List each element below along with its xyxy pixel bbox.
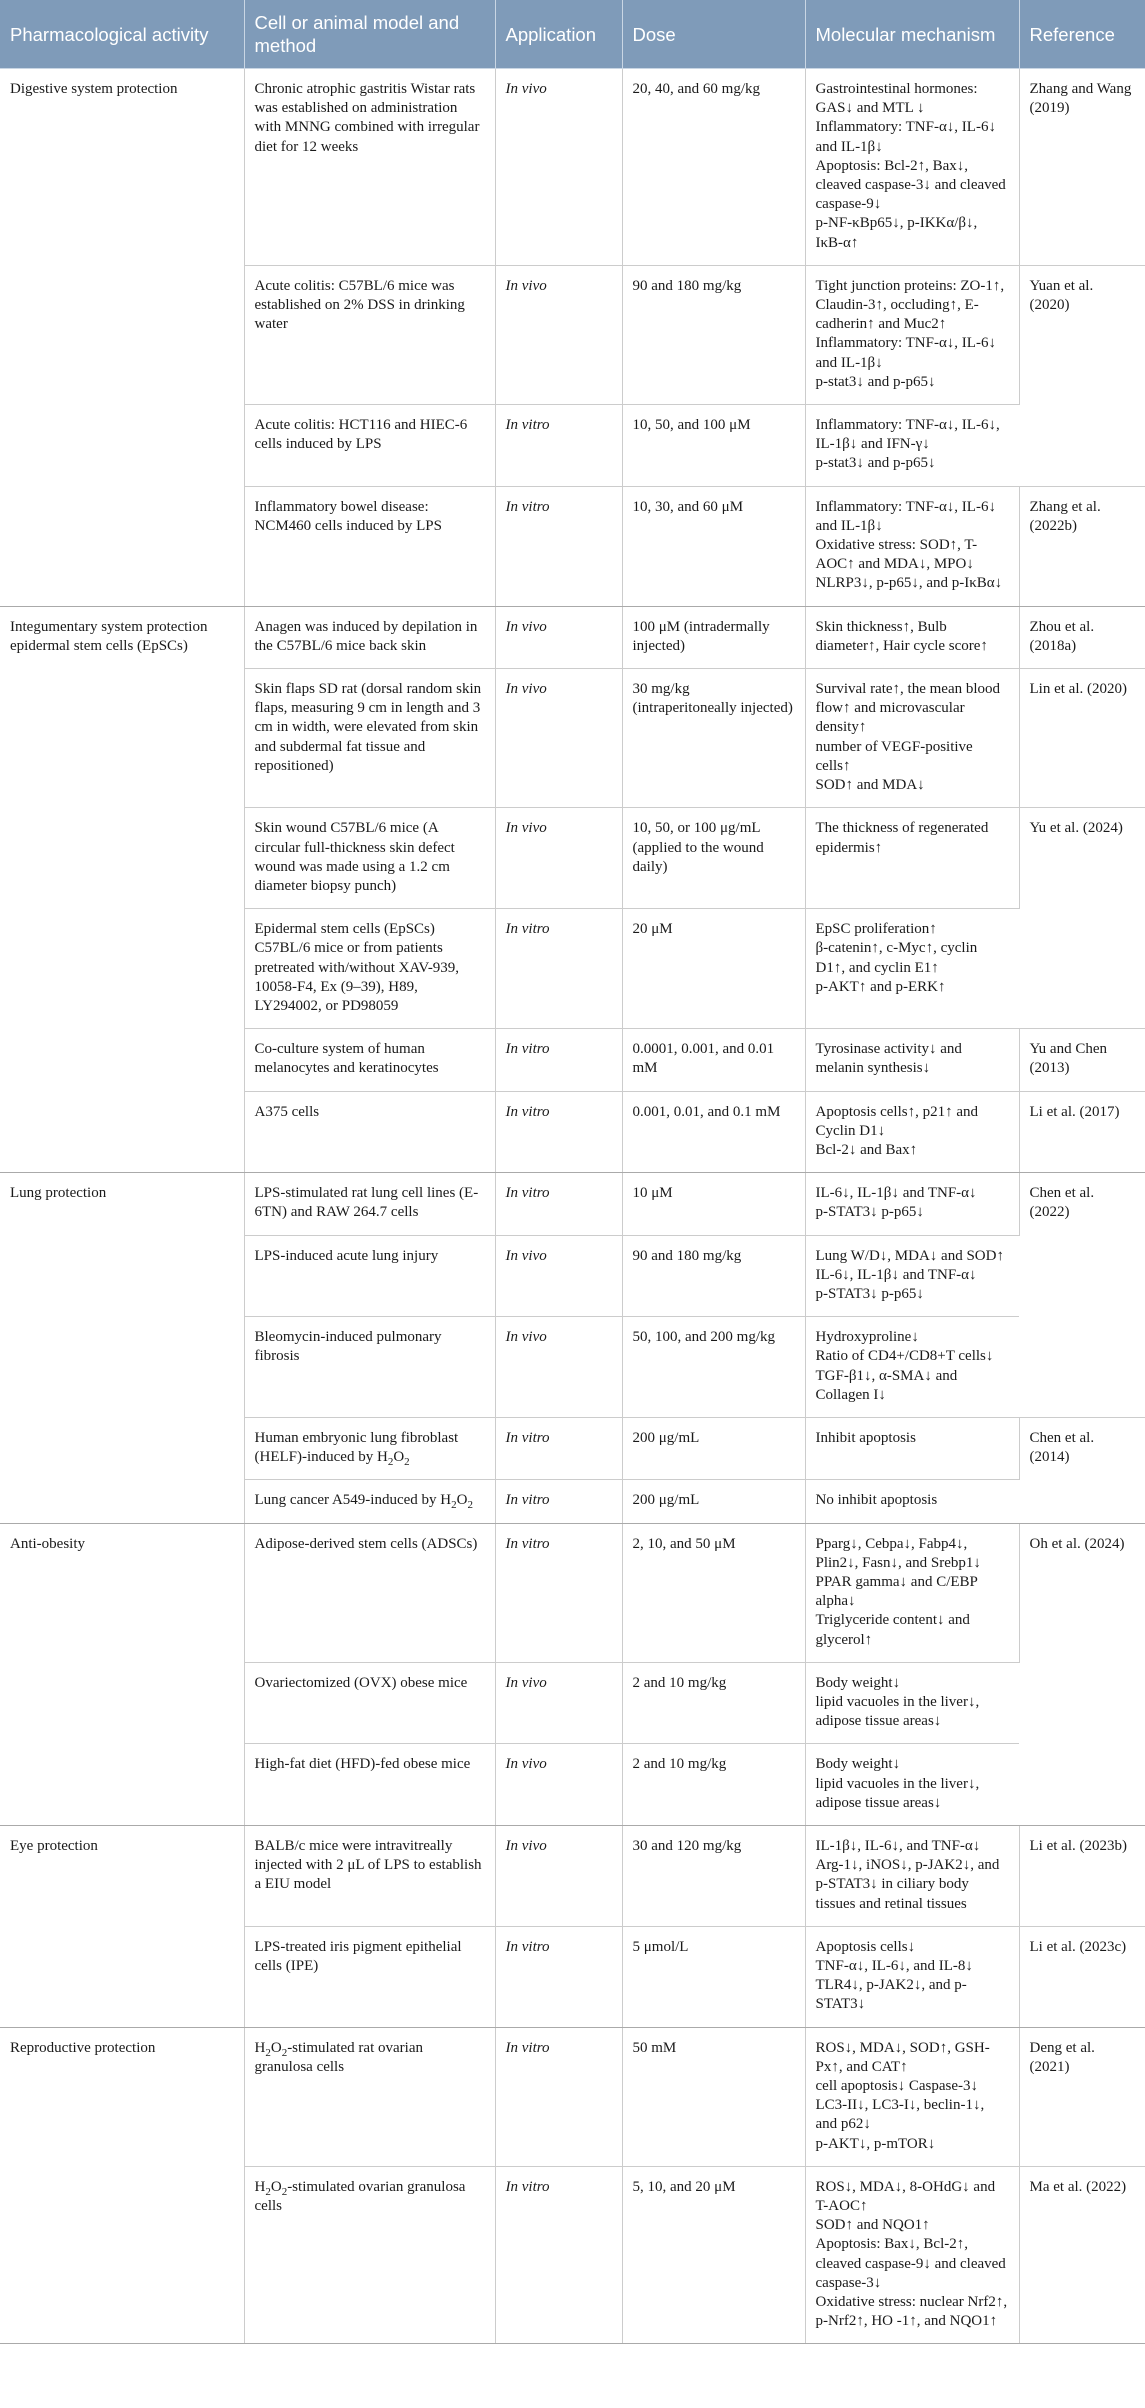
model-cell: Acute colitis: HCT116 and HIEC-6 cells induced by LPS <box>244 405 495 487</box>
activity-cell: Lung protection <box>0 1173 244 1523</box>
mechanism-line: lipid vacuoles in the liver↓, adipose tissue areas↓ <box>815 1775 980 1811</box>
dose-cell: 5, 10, and 20 μM <box>622 2166 805 2344</box>
model-cell: Anagen was induced by depilation in the C57BL/6 mice back skin <box>244 606 495 668</box>
mechanism-line: Body weight↓ <box>815 1756 901 1773</box>
mechanism-cell <box>805 1523 1019 1662</box>
reference-cell: Zhang and Wang (2019) <box>1019 69 1145 266</box>
application-cell: In vivo <box>495 1662 622 1744</box>
mechanism-cell <box>805 1926 1019 2027</box>
application-cell: In vitro <box>495 1926 622 2027</box>
reference-cell: Oh et al. (2024) <box>1019 1523 1145 1825</box>
reference-cell: Deng et al. (2021) <box>1019 2027 1145 2166</box>
model-cell: Epidermal stem cells (EpSCs) C57BL/6 mice or from patients pretreated with/without XAV-939, 10058-F4, Ex (9–39), H89, LY294002, or PD98059 <box>244 909 495 1029</box>
mechanism-cell <box>805 265 1019 404</box>
mechanism-line: Inflammatory: TNF-α↓, IL-6↓ and IL-1β↓ <box>815 498 996 534</box>
mechanism-line: SOD↑ and NQO1↑ <box>815 2217 930 2234</box>
model-cell: Adipose-derived stem cells (ADSCs) <box>244 1523 495 1662</box>
dose-cell: 10 μM <box>622 1173 805 1235</box>
model-cell: Inflammatory bowel disease: NCM460 cells induced by LPS <box>244 486 495 606</box>
reference-cell: Chen et al. (2022) <box>1019 1173 1145 1418</box>
activity-cell: Integumentary system protection epidermal stem cells (EpSCs) <box>0 606 244 1172</box>
mechanism-line: p-stat3↓ and p-p65↓ <box>815 373 936 390</box>
reference-cell: Li et al. (2017) <box>1019 1091 1145 1173</box>
mechanism-line: Inflammatory: TNF-α↓, IL-6↓ and IL-1β↓ <box>815 335 996 371</box>
mechanism-cell <box>805 1744 1019 1826</box>
application-cell: In vitro <box>495 2027 622 2166</box>
table-row <box>0 1826 1145 1927</box>
model-cell: Lung cancer A549-induced by $H_2O_2$ <box>244 1480 495 1523</box>
table-row <box>0 2027 1145 2166</box>
application-cell: In vivo <box>495 808 622 909</box>
application-cell: In vitro <box>495 2166 622 2344</box>
mechanism-line: Apoptosis: Bcl-2↑, Bax↓, cleaved caspase-3↓ and cleaved caspase-9↓ <box>815 157 1006 213</box>
mechanism-line: EpSC proliferation↑ <box>815 921 937 938</box>
dose-cell: 2 and 10 mg/kg <box>622 1662 805 1744</box>
mechanism-cell <box>805 1029 1019 1091</box>
dose-cell: 90 and 180 mg/kg <box>622 1235 805 1317</box>
model-cell: Bleomycin-induced pulmonary fibrosis <box>244 1317 495 1418</box>
reference-cell: Yu et al. (2024) <box>1019 808 1145 1029</box>
model-cell: Co-culture system of human melanocytes and keratinocytes <box>244 1029 495 1091</box>
mechanism-line: Lung W/D↓, MDA↓ and SOD↑ <box>815 1247 1004 1264</box>
mechanism-cell <box>805 486 1019 606</box>
model-cell: LPS-induced acute lung injury <box>244 1235 495 1317</box>
header-dose: Dose <box>622 0 805 69</box>
application-cell: In vivo <box>495 669 622 808</box>
mechanism-cell <box>805 1480 1019 1523</box>
mechanism-line: Pparg↓, Cebpa↓, Fabp4↓, Plin2↓, Fasn↓, and Srebp1↓ <box>815 1535 981 1571</box>
mechanism-line: p-STAT3↓ p-p65↓ <box>815 1204 924 1221</box>
mechanism-cell <box>805 1662 1019 1744</box>
mechanism-cell <box>805 1173 1019 1235</box>
mechanism-line: Inhibit apoptosis <box>815 1429 916 1446</box>
mechanism-line: Tight junction proteins: ZO-1↑, Claudin-3↑, occluding↑, E-cadherin↑ and Muc2↑ <box>815 277 1005 333</box>
application-cell: In vitro <box>495 909 622 1029</box>
mechanism-line: Oxidative stress: SOD↑, T-AOC↑ and MDA↓, MPO↓ <box>815 537 978 573</box>
application-cell: In vivo <box>495 606 622 668</box>
activity-cell: Reproductive protection <box>0 2027 244 2344</box>
dose-cell: 2, 10, and 50 μM <box>622 1523 805 1662</box>
mechanism-line: p-stat3↓ and p-p65↓ <box>815 455 936 472</box>
mechanism-line: Inflammatory: TNF-α↓, IL-6↓, IL-1β↓ and IFN-γ↓ <box>815 417 1000 453</box>
reference-cell: Zhou et al. (2018a) <box>1019 606 1145 668</box>
reference-cell: Ma et al. (2022) <box>1019 2166 1145 2344</box>
application-cell: In vitro <box>495 1091 622 1173</box>
mechanism-line: Apoptosis cells↑, p21↑ and Cyclin D1↓ <box>815 1103 978 1139</box>
mechanism-cell <box>805 808 1019 909</box>
mechanism-line: Survival rate↑, the mean blood flow↑ and microvascular density↑ <box>815 681 1001 736</box>
header-activity: Pharmacological activity <box>0 0 244 69</box>
model-cell: Skin wound C57BL/6 mice (A circular full-thickness skin defect wound was made using a 1.2 cm diameter biopsy punch) <box>244 808 495 909</box>
mechanism-cell <box>805 1826 1019 1927</box>
mechanism-line: β-catenin↑, c-Myc↑, cyclin D1↑, and cyclin E1↑ <box>815 940 978 976</box>
model-cell: LPS-treated iris pigment epithelial cells (IPE) <box>244 1926 495 2027</box>
reference-cell: Lin et al. (2020) <box>1019 669 1145 808</box>
dose-cell: 2 and 10 mg/kg <box>622 1744 805 1826</box>
mechanism-cell <box>805 1317 1019 1418</box>
mechanism-line: Arg-1↓, iNOS↓, p-JAK2↓, and p-STAT3↓ in ciliary body tissues and retinal tissues <box>815 1857 1000 1912</box>
activity-cell: Eye protection <box>0 1826 244 2028</box>
application-cell: In vitro <box>495 405 622 487</box>
header-model: Cell or animal model and method <box>244 0 495 69</box>
mechanism-line: Bcl-2↓ and Bax↑ <box>815 1141 918 1158</box>
model-cell: High-fat diet (HFD)-fed obese mice <box>244 1744 495 1826</box>
mechanism-line: TGF-β1↓, α-SMA↓ and Collagen I↓ <box>815 1367 958 1403</box>
model-cell: Ovariectomized (OVX) obese mice <box>244 1662 495 1744</box>
mechanism-line: p-AKT↓, p-mTOR↓ <box>815 2135 936 2152</box>
dose-cell: 30 and 120 mg/kg <box>622 1826 805 1927</box>
application-cell: In vivo <box>495 1317 622 1418</box>
mechanism-line: No inhibit apoptosis <box>815 1492 938 1509</box>
dose-cell: 200 μg/mL <box>622 1417 805 1479</box>
mechanism-line: Apoptosis: Bax↓, Bcl-2↑, cleaved caspase-9↓ and cleaved caspase-3↓ <box>815 2236 1006 2291</box>
activity-cell: Digestive system protection <box>0 69 244 607</box>
mechanism-line: Triglyceride content↓ and glycerol↑ <box>815 1612 970 1648</box>
application-cell: In vivo <box>495 1235 622 1317</box>
mechanism-line: The thickness of regenerated epidermis↑ <box>815 820 989 856</box>
model-cell: $H_2O_2$-stimulated ovarian granulosa cells <box>244 2166 495 2344</box>
mechanism-line: p-STAT3↓ p-p65↓ <box>815 1285 924 1302</box>
table-row <box>0 1523 1145 1662</box>
mechanism-line: IL-6↓, IL-1β↓ and TNF-α↓ <box>815 1185 977 1202</box>
mechanism-line: SOD↑ and MDA↓ <box>815 777 925 794</box>
model-cell: A375 cells <box>244 1091 495 1173</box>
model-cell: Chronic atrophic gastritis Wistar rats was established on administration with MNNG combined with irregular diet for 12 weeks <box>244 69 495 266</box>
table-body <box>0 69 1145 2344</box>
mechanism-line: Inflammatory: TNF-α↓, IL-6↓ and IL-1β↓ <box>815 119 996 155</box>
dose-cell: 10, 30, and 60 μM <box>622 486 805 606</box>
mechanism-line: Hydroxyproline↓ <box>815 1329 919 1346</box>
header-mechanism: Molecular mechanism <box>805 0 1019 69</box>
model-cell: Acute colitis: C57BL/6 mice was established on 2% DSS in drinking water <box>244 265 495 404</box>
application-cell: In vivo <box>495 1826 622 1927</box>
mechanism-line: Gastrointestinal hormones: GAS↓ and MTL ↓ <box>815 81 978 117</box>
mechanism-cell <box>805 2027 1019 2166</box>
dose-cell: 20 μM <box>622 909 805 1029</box>
reference-cell: Zhang et al. (2022b) <box>1019 486 1145 606</box>
mechanism-line: Apoptosis cells↓ <box>815 1938 916 1955</box>
header-row <box>0 0 1145 69</box>
header-reference: Reference <box>1019 0 1145 69</box>
application-cell: In vitro <box>495 1417 622 1479</box>
mechanism-line: IL-6↓, IL-1β↓ and TNF-α↓ <box>815 1266 977 1283</box>
dose-cell: 100 μM (intradermally injected) <box>622 606 805 668</box>
mechanism-line: p-AKT↑ and p-ERK↑ <box>815 978 946 995</box>
dose-cell: 10, 50, or 100 μg/mL (applied to the wound daily) <box>622 808 805 909</box>
model-cell: BALB/c mice were intravitreally injected with 2 μL of LPS to establish a EIU model <box>244 1826 495 1927</box>
dose-cell: 5 μmol/L <box>622 1926 805 2027</box>
dose-cell: 50, 100, and 200 mg/kg <box>622 1317 805 1418</box>
mechanism-line: cell apoptosis↓ Caspase-3↓ LC3-II↓, LC3-I↓, beclin-1↓, and p62↓ <box>815 2078 985 2133</box>
mechanism-line: p-NF-κBp65↓, p-IKKα/β↓, IκB-α↑ <box>815 215 978 251</box>
mechanism-cell <box>805 1235 1019 1317</box>
model-cell: LPS-stimulated rat lung cell lines (E-6TN) and RAW 264.7 cells <box>244 1173 495 1235</box>
mechanism-line: NLRP3↓, p-p65↓, and p-IκBα↓ <box>815 575 1003 592</box>
mechanism-line: number of VEGF-positive cells↑ <box>815 738 973 774</box>
mechanism-line: PPAR gamma↓ and C/EBP alpha↓ <box>815 1573 978 1610</box>
reference-cell: Li et al. (2023c) <box>1019 1926 1145 2027</box>
mechanism-line: IL-1β↓, IL-6↓, and TNF-α↓ <box>815 1838 981 1855</box>
dose-cell: 20, 40, and 60 mg/kg <box>622 69 805 266</box>
mechanism-cell <box>805 405 1019 487</box>
mechanism-cell <box>805 1417 1019 1479</box>
mechanism-line: Oxidative stress: nuclear Nrf2↑, p-Nrf2↑, HO -1↑, and NQO1↑ <box>815 2294 1008 2330</box>
mechanism-line: ROS↓, MDA↓, 8-OHdG↓ and T-AOC↑ <box>815 2178 996 2215</box>
reference-cell: Chen et al. (2014) <box>1019 1417 1145 1523</box>
activity-cell: Anti-obesity <box>0 1523 244 1825</box>
application-cell: In vivo <box>495 1744 622 1826</box>
dose-cell: 50 mM <box>622 2027 805 2166</box>
application-cell: In vitro <box>495 1480 622 1523</box>
model-cell: $H_2O_2$-stimulated rat ovarian granulosa cells <box>244 2027 495 2166</box>
application-cell: In vitro <box>495 486 622 606</box>
header-application: Application <box>495 0 622 69</box>
mechanism-line: Skin thickness↑, Bulb diameter↑, Hair cycle score↑ <box>815 618 988 654</box>
reference-cell: Li et al. (2023b) <box>1019 1826 1145 1927</box>
reference-cell: Yuan et al. (2020) <box>1019 265 1145 486</box>
mechanism-cell <box>805 2166 1019 2344</box>
model-cell: Human embryonic lung fibroblast (HELF)-induced by $H_2O_2$ <box>244 1417 495 1479</box>
mechanism-cell <box>805 606 1019 668</box>
dose-cell: 90 and 180 mg/kg <box>622 265 805 404</box>
dose-cell: 0.001, 0.01, and 0.1 mM <box>622 1091 805 1173</box>
application-cell: In vitro <box>495 1029 622 1091</box>
mechanism-line: Ratio of CD4+/CD8+T cells↓ <box>815 1348 994 1365</box>
mechanism-line: lipid vacuoles in the liver↓, adipose tissue areas↓ <box>815 1694 980 1730</box>
table-row <box>0 606 1145 668</box>
table-row <box>0 1173 1145 1235</box>
reference-cell: Yu and Chen (2013) <box>1019 1029 1145 1091</box>
mechanism-line: TLR4↓, p-JAK2↓, and p-STAT3↓ <box>815 1977 967 2013</box>
dose-cell: 10, 50, and 100 μM <box>622 405 805 487</box>
mechanism-cell <box>805 909 1019 1029</box>
mechanism-cell <box>805 69 1019 266</box>
mechanism-cell <box>805 669 1019 808</box>
application-cell: In vitro <box>495 1173 622 1235</box>
dose-cell: 0.0001, 0.001, and 0.01 mM <box>622 1029 805 1091</box>
model-cell: Skin flaps SD rat (dorsal random skin flaps, measuring 9 cm in length and 3 cm in width, were elevated from skin and subdermal fat tissue and repositioned) <box>244 669 495 808</box>
application-cell: In vitro <box>495 1523 622 1662</box>
mechanism-cell <box>805 1091 1019 1173</box>
application-cell: In vivo <box>495 265 622 404</box>
mechanism-line: ROS↓, MDA↓, SOD↑, GSH-Px↑, and CAT↑ <box>815 2039 990 2075</box>
application-cell: In vivo <box>495 69 622 266</box>
mechanism-line: Tyrosinase activity↓ and melanin synthesis↓ <box>815 1041 962 1077</box>
dose-cell: 200 μg/mL <box>622 1480 805 1523</box>
mechanism-line: TNF-α↓, IL-6↓, and IL-8↓ <box>815 1958 973 1975</box>
table-row <box>0 69 1145 266</box>
mechanism-line: Body weight↓ <box>815 1674 901 1691</box>
dose-cell: 30 mg/kg (intraperitoneally injected) <box>622 669 805 808</box>
